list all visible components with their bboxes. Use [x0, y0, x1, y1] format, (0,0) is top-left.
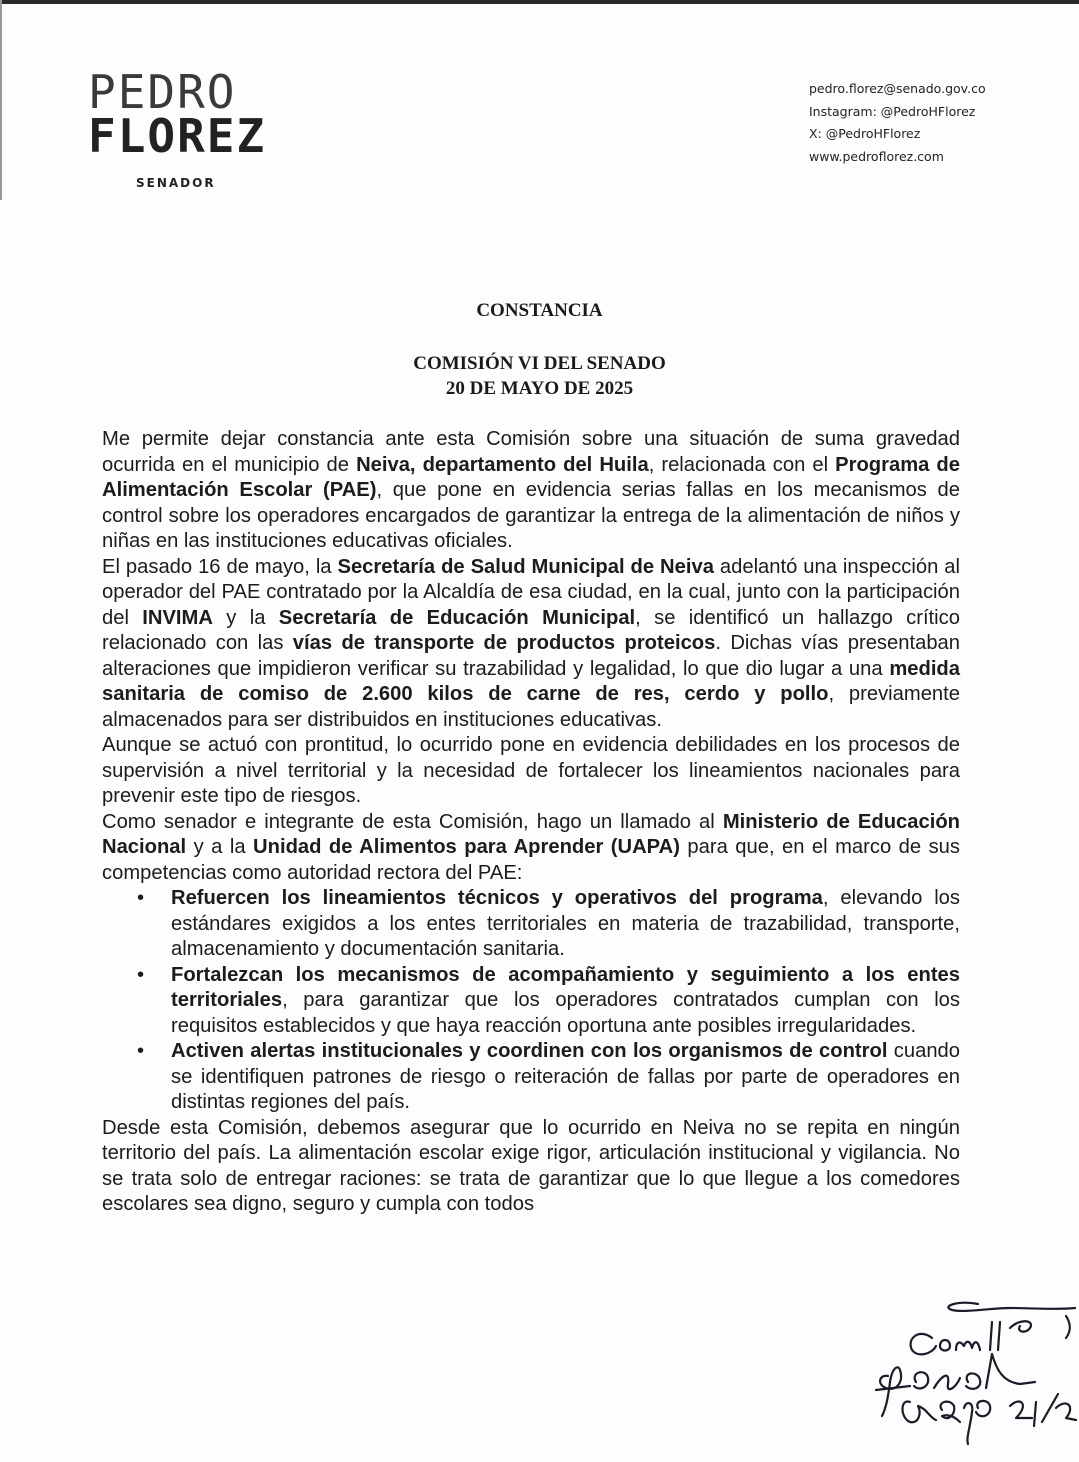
logo — [88, 65, 267, 190]
paragraph-1: Me permite dejar constancia ante esta Comisión sobre una situación de suma gravedad ocurrida en el municipio de Neiva, departamento del Huila, relacionada con el Programa de Alimentación Escolar (PAE), que pone en evidencia serias fallas en los mecanismos de control sobre los operadores encargados de garantizar la entrega de la alimentación de niños y niñas en las instituciones educativas oficiales. — [102, 428, 960, 552]
bullet-icon: • — [137, 1040, 145, 1062]
paragraph-3: Aunque se actuó con prontitud, lo ocurrido pone en evidencia debilidades en los procesos de supervisión a nivel territorial y la necesidad de fortalecer los lineamientos nacionales para prevenir este tipo de riesgos. — [102, 734, 960, 807]
contact-email: pedro.florez@senado.gov.co — [809, 81, 986, 96]
paragraph-4: Como senador e integrante de esta Comisión, hago un llamado al Ministerio de Educación Nacional y a la Unidad de Alimentos para Aprender (UAPA) para que, en el marco de sus competencias como autoridad rectora del PAE: — [102, 810, 960, 884]
bullet-icon: • — [137, 963, 145, 986]
date-heading: 20 DE MAYO DE 2025 — [445, 378, 634, 399]
page-edge — [0, 0, 1079, 4]
list-item: • Activen alertas institucionales y coordinen con los organismos de control cuando se identifiquen patrones de riesgo o reiteración de fallas por parte de operadores en distintas regiones del país. — [137, 1040, 960, 1113]
list-item: • Refuercen los lineamientos técnicos y operativos del programa, elevando los estándares exigidos a los entes territoriales en materia de trazabilidad, transporte, almacenamiento y documentación sanitaria. — [137, 887, 961, 960]
logo-name-last: FLOREZ — [88, 109, 267, 163]
document-body — [102, 427, 960, 1218]
bullet-icon: • — [137, 887, 145, 909]
contact-x: X: @PedroHFlorez — [809, 126, 921, 141]
contact-web: www.pedroflorez.com — [809, 148, 944, 164]
contact-block — [809, 78, 986, 168]
page-edge-left — [0, 0, 2, 200]
request-list — [102, 886, 960, 1116]
paragraph-5: Desde esta Comisión, debemos asegurar que lo ocurrido en Neiva no se repita en ningún territorio del país. La alimentación escolar exige rigor, articulación institucional y vigilancia. No se trata solo de entregar raciones: se trata de garantizar que lo que llegue a los comedores escolares sea digno, seguro y cumpla con todos — [102, 1116, 960, 1215]
handwritten-signature — [870, 1298, 1079, 1448]
logo-subtitle: SENADOR — [136, 176, 216, 190]
document-title: CONSTANCIA — [476, 300, 603, 321]
list-item: • Fortalezcan los mecanismos de acompañamiento y seguimiento a los entes territoriales, para garantizar que los operadores contratados cumplan con los requisitos establecidos y que haya reacción oportuna ante posibles irregularidades. — [137, 963, 960, 1037]
paragraph-2: El pasado 16 de mayo, la Secretaría de Salud Municipal de Neiva adelantó una inspección al operador del PAE contratado por la Alcaldía de esa ciudad, en la cual, junto con la participación del INVIMA y la Secretaría de Educación Municipal, se identificó un hallazgo crítico relacionado con las vías de transporte de productos proteicos. Dichas vías presentaban alteraciones que impidieron verificar su trazabilidad y legalidad, lo que dio lugar a una medida sanitaria de comiso de 2.600 kilos de carne de res, cerdo y pollo, previamente almacenados para ser distribuidos en instituciones educativas. — [102, 555, 961, 731]
contact-instagram: Instagram: @PedroHFlorez — [809, 103, 976, 119]
logo-name-first: PEDRO — [88, 65, 237, 119]
commission-heading: COMISIÓN VI DEL SENADO — [413, 353, 666, 374]
